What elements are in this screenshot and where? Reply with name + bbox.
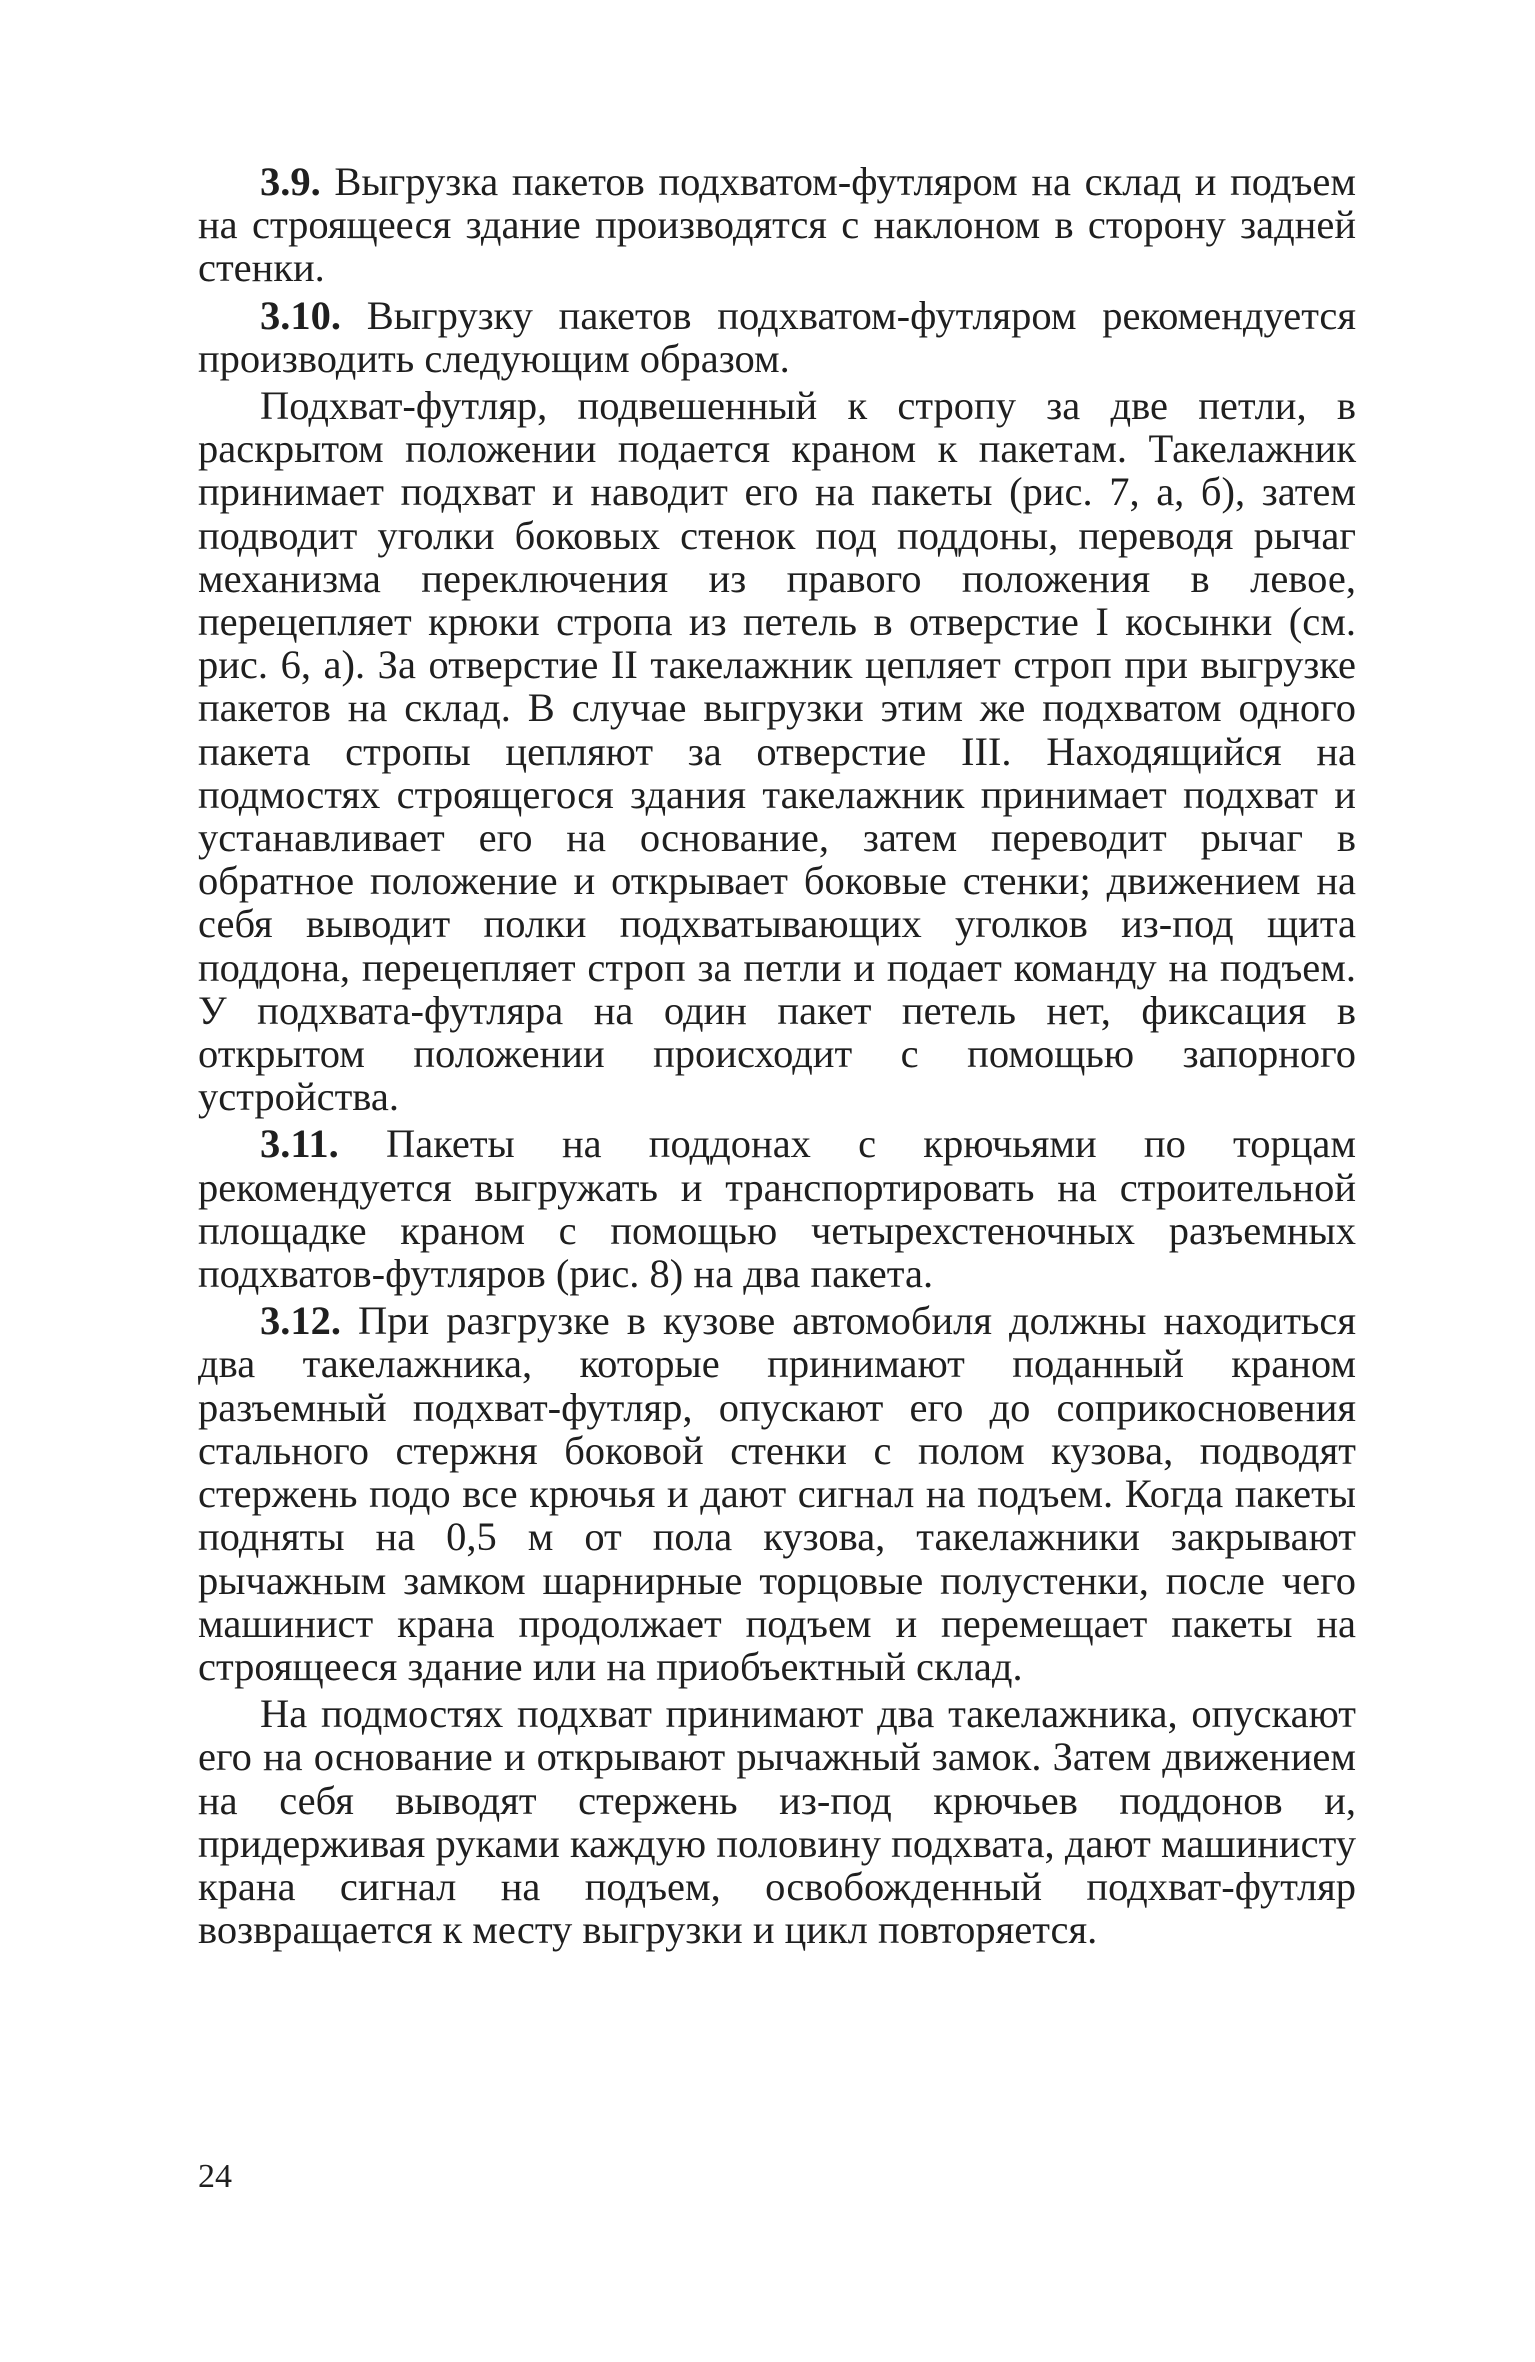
paragraph-text: Подхват-футляр, подвешенный к стропу за две петли, в раскрытом положении подается краном к пакетам. Такелажник принимает подхват и наводит его на пакеты (рис. 7, а, б), затем подводит уголки боковых стенок под поддоны, переводя рычаг механизма переключения из правого положения в левое, перецепляет крюки стропа из петель в отверстие I косынки (см. рис. 6, а). За отверстие II такелажник цепляет строп при выгрузке пакетов на склад. В случае выгрузки этим же подхватом одного пакета стропы цепляют за отверстие III. Находящийся на подмостях строящегося здания такелажник принимает подхват и устанавливает его на основание, затем переводит рычаг в обратное положение и открывает боковые стенки; движением на себя выводит полки подхватывающих уголков из-под щита поддона, перецепляет строп за петли и подает команду на подъем. У подхвата-футляра на один пакет петель нет, фиксация в открытом положении происходит с помощью запорного устройства. [198,383,1356,1120]
paragraph-text: Пакеты на поддонах с крючьями по торцам рекомендуется выгружать и транспортировать на строительной площадке краном с помощью четырехстеночных разъемных подхватов-футляров (рис. 8) на два пакета. [198,1121,1356,1297]
paragraph-3-12-procedure [198,1692,1356,1951]
clause-number: 3.12. [260,1298,341,1344]
page-number: 24 [198,2158,232,2195]
paragraph-3-10-procedure [198,384,1356,1118]
paragraph-3-12 [198,1299,1356,1688]
clause-number: 3.9. [260,159,321,204]
page-body [198,160,1356,1951]
paragraph-text: Выгрузка пакетов подхватом-футляром на склад и подъем на строящееся здание производятся с наклоном в сторону задней стенки. [198,159,1356,291]
paragraph-3-9 [198,160,1356,290]
paragraph-text: Выгрузку пакетов подхватом-футляром рекомендуется производить следующим образом. [198,292,1356,381]
paragraph-text: При разгрузке в кузове автомобиля должны находиться два такелажника, которые принимают поданный краном разъемный подхват-футляр, опускают его до соприкосновения стального стержня боковой стенки с полом кузова, подводят стержень подо все крючья и дают сигнал на подъем. Когда пакеты подняты на 0,5 м от пола кузова, такелажники закрывают рычажным замком шарнирные торцовые полустенки, после чего машинист крана продолжает подъем и перемещает пакеты на строящееся здание или на приобъектный склад. [198,1298,1356,1689]
paragraph-3-10 [198,294,1356,380]
paragraph-text: На подмостях подхват принимают два такелажника, опускают его на основание и открывают рычажный замок. Затем движением на себя выводят стержень из-под крючьев поддонов и, придерживая руками каждую половину подхвата, дают машинисту крана сигнал на подъем, освобожденный подхват-футляр возвращается к месту выгрузки и цикл повторяется. [198,1691,1356,1953]
paragraph-3-11 [198,1122,1356,1295]
clause-number: 3.10. [260,292,341,338]
clause-number: 3.11. [260,1121,339,1167]
